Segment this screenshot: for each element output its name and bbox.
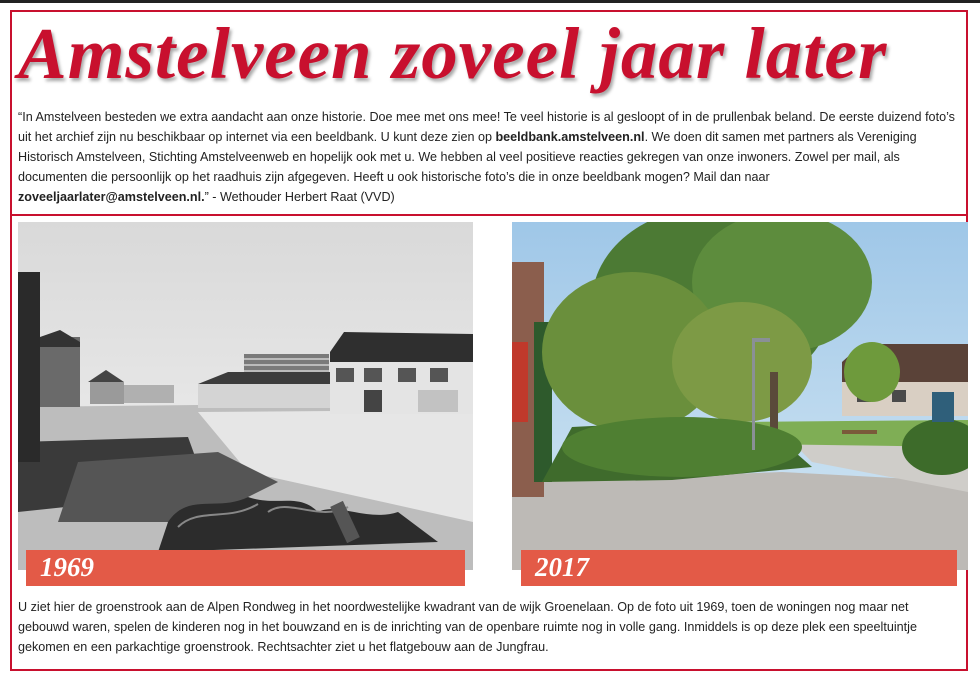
email-link[interactable]: zoveeljaarlater@amstelveen.nl. <box>18 190 205 204</box>
intro-quote <box>18 107 963 207</box>
intro-text-1: “In Amstelveen besteden we extra aandacht aan onze historie. Doe mee met ons mee! Te veel historie is al gesloopt of in de prullenbak beland. De eerste duizend foto’s uit het archief zijn nu beschikbaar op internet via een beeldbank. U kunt deze zien op <box>18 110 955 144</box>
photo-caption: U ziet hier de groenstrook aan de Alpen Rondweg in het noordwestelijke kwadrant van de wijk Groenelaan. Op de foto uit 1969, toen de woningen nog maar net gebouwd waren, spelen de kinderen nog in het bouwzand en is de inrichting van de openbare ruimte nog in volle gang. Inmiddels is op deze plek een speeltuintje gekomen en een parkachtige groenstrook. Rechtsachter ziet u het flatgebouw aan de Jungfrau. <box>18 600 917 654</box>
beeldbank-link[interactable]: beeldbank.amstelveen.nl <box>495 130 645 144</box>
intro-attribution: ” - Wethouder Herbert Raat (VVD) <box>204 190 395 204</box>
year-label-1969 <box>26 550 465 586</box>
intro-text-2: . We doen dit samen met partners als Vereniging Historisch Amstelveen, Stichting Amstelveenweb en hopelijk ook met u. We hebben al veel positieve reacties gekregen van onze inwoners. Zowel per mail, als documenten die persoonlijk op het raadhuis zijn afgegeven. Heeft u ook historische foto’s die in onze beeldbank mogen? Mail dan naar <box>18 130 917 184</box>
photo-2017 <box>512 222 968 570</box>
article-title: Amstelveen zoveel jaar later <box>18 13 888 94</box>
year-2017-text: 2017 <box>535 552 589 582</box>
top-rule <box>0 0 980 3</box>
year-label-2017 <box>521 550 957 586</box>
year-1969-text: 1969 <box>40 552 94 582</box>
section-divider <box>12 214 966 216</box>
photo-1969 <box>18 222 473 570</box>
